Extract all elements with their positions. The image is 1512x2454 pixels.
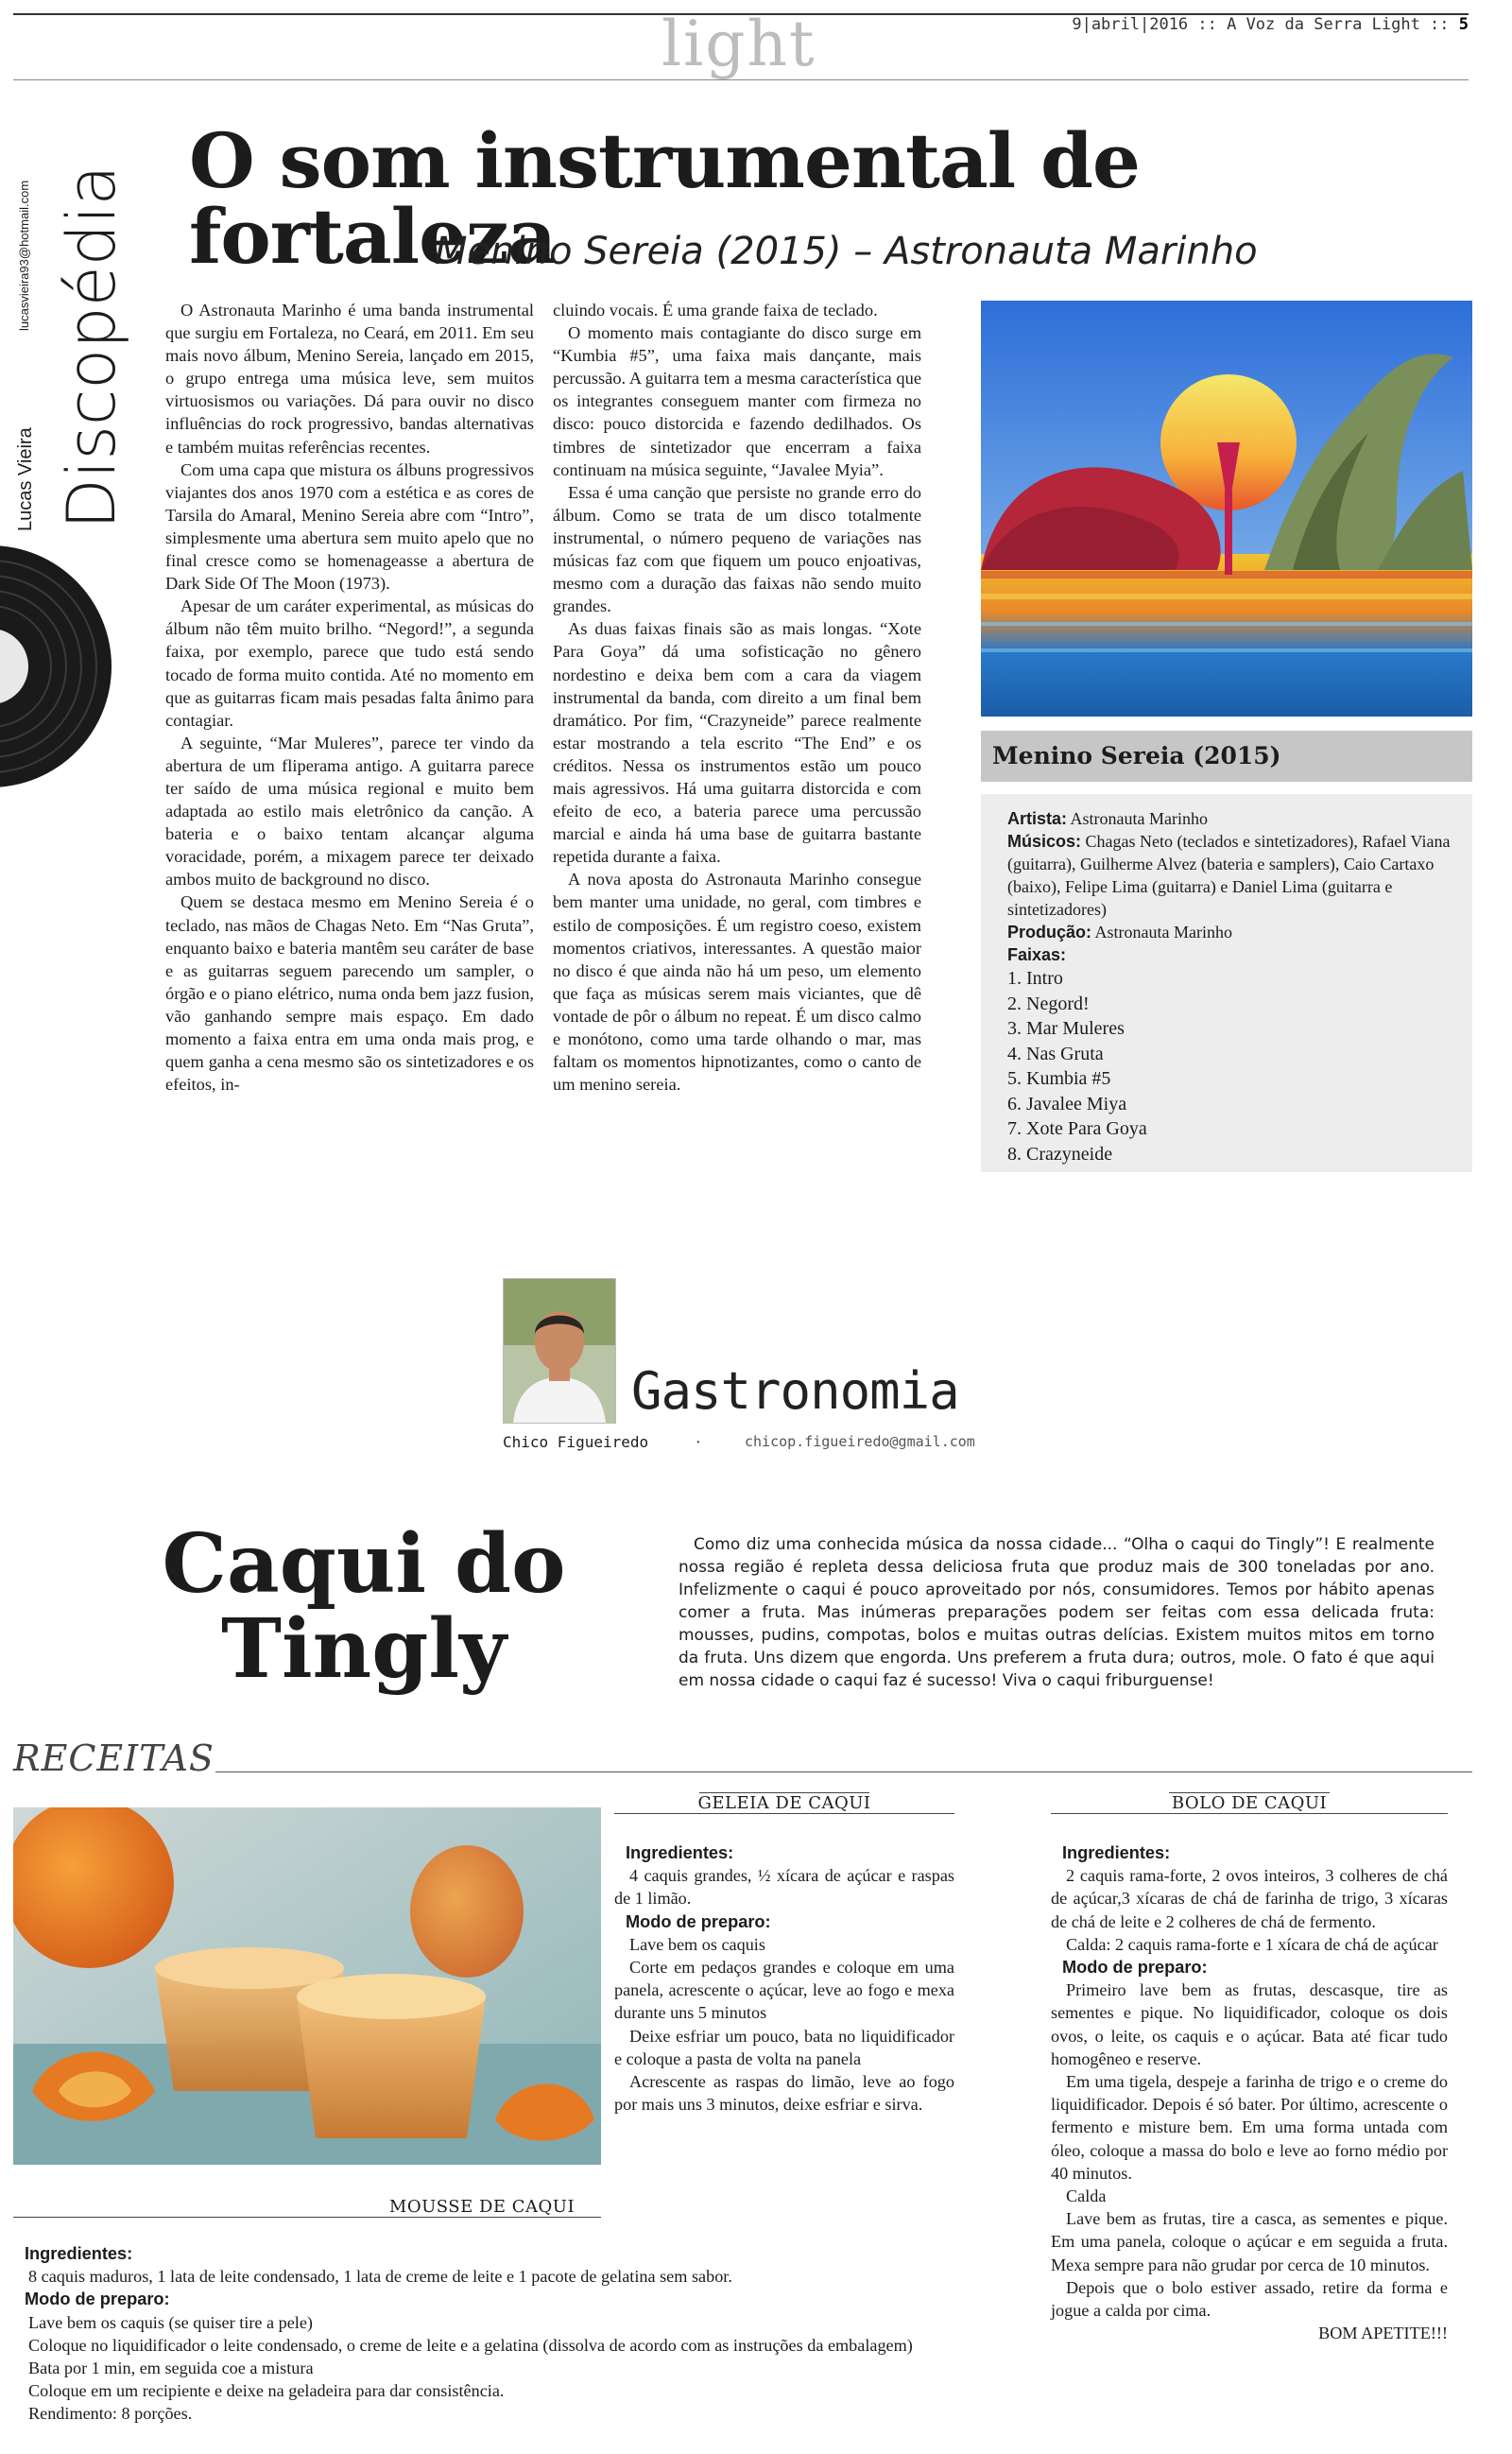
step: Bata por 1 min, em seguida coe a mistura <box>28 2359 314 2378</box>
recipe-bolo <box>1051 1841 1448 2344</box>
step: Coloque no liquidificador o leite condensado, o creme de leite e a gelatina (dissolva de acordo com as instruções da embalagem) <box>28 2335 913 2355</box>
production-label: Produção: <box>1007 923 1092 942</box>
feature-intro <box>679 1533 1435 1692</box>
feature-title <box>161 1516 567 1697</box>
step: Lave bem os caquis (se quiser tire a pele) <box>28 2312 313 2332</box>
paragraph: A nova aposta do Astronauta Marinho consegue bem manter uma unidade, no geral, com timbres e estilo de composições. É um registro coeso, existem momentos criativos, interessantes. A questão maior no disco é que ainda não há um peso, um elemento que faça as músicas serem mais viciantes, que dê vontade de pôr o álbum no repeat. É um disco calmo e monótono, como uma tarde olhando o mar, mas faltam os momentos hipnotizantes, como o canto de um menino sereia. <box>553 870 921 1095</box>
track-item: 3. Mar Muleres <box>1007 1018 1125 1039</box>
recipes-section-label: RECEITAS <box>13 1737 215 1779</box>
recipe-title-mousse <box>359 2197 605 2218</box>
recipes-section-rule <box>215 1771 1472 1772</box>
preparation-label: Modo de preparo: <box>25 2290 170 2309</box>
step: Coloque em um recipiente e deixe na geladeira para dar consistência. <box>28 2381 505 2401</box>
album-musicians <box>1007 830 1459 921</box>
columnist-name: Chico Figueiredo <box>503 1433 649 1451</box>
musicians-value: Chagas Neto (teclados e sintetizadores), Rafael Viana (guitarra), Guilherme Alvez (bateria e samplers), Caio Cartaxo (baixo), Felipe Lima (guitarra) e Daniel Lima (guitarra e sintetizadores) <box>1007 832 1451 919</box>
track-item: 4. Nas Gruta <box>1007 1043 1104 1064</box>
author-name: Lucas Vieira <box>15 427 36 531</box>
paragraph: A seguinte, “Mar Muleres”, parece ter vindo da abertura de um fliperama antigo. A guitarra parece ter saído de uma música regional e muito bem adaptada ao estilo mais eletrônico da canção. A bateria e o baixo tentam alcançar alguma voracidade, porém, a mixagem parece ter deixado ambos muito de background no disco. <box>165 733 534 890</box>
persimmon-jam-photo <box>13 1807 601 2165</box>
paragraph: Quem se destaca mesmo em Menino Sereia é o teclado, nas mãos de Chagas Neto. Em “Nas Gruta”, enquanto baixo e bateria mantêm seu caráter de base e as guitarras seguem parecendo um sampler, o órgão e o piano elétrico, numa onda bem jazz fusion, vão ganhando sempre mais espaço. Em dado momento a faixa entra em uma onda mais prog, e quem ganha a cena mesmo são os sintetizadores e os efeitos, in- <box>165 892 534 1095</box>
title-rule <box>13 2217 601 2218</box>
step: Lave bem os caquis <box>629 1934 765 1954</box>
preparation-label: Modo de preparo: <box>626 1911 771 1931</box>
column-name: Discopédia <box>53 164 130 529</box>
columnist-email: chicop.figueiredo@gmail.com <box>745 1433 975 1450</box>
track-item: 5. Kumbia #5 <box>1007 1068 1111 1089</box>
track-item: 7. Xote Para Goya <box>1007 1118 1147 1139</box>
recipe-geleia <box>614 1841 954 2116</box>
paragraph: Essa é uma canção que persiste no grande erro do álbum. Como se trata de um disco totalmente instrumental, o número pequeno de variações nas músicas faz com que fiquem um pouco enjoativas, mesmo com a duração das faixas não sendo muito grandes. <box>553 482 921 616</box>
track-item: 8. Crazyneide <box>1007 1143 1113 1165</box>
paragraph: O momento mais contagiante do disco surge em “Kumbia #5”, uma faixa mais dançante, mais percussão. A guitarra tem a mesma característica que os integrantes conseguem manter com firmeza no disco: pouco distorcida e fazendo dedilhados. Os timbres de sintetizador que encerram a faixa continuam na música seguinte, “Javalee Myia”. <box>553 323 921 479</box>
recipe-title-text: MOUSSE DE CAQUI <box>388 2197 576 2217</box>
paragraph: O Astronauta Marinho é uma banda instrumental que surgiu em Fortaleza, no Ceará, em 2011. Em seu mais novo álbum, Menino Sereia, lançado em 2015, o grupo entrega uma música leve, sem muitos virtuosismos ou variações. Dá para ouvir no disco influências do rock progressivo, bandas alternativas e também muitas referências recentes. <box>165 301 534 457</box>
step: Lave bem as frutas, tire a casca, as sementes e pique. Em uma panela, coloque o açúcar e em seguida a fruta. Mexa sempre para não grudar por cerca de 10 minutos. <box>1051 2209 1448 2274</box>
musicians-label: Músicos: <box>1007 832 1082 851</box>
artist-label: Artista: <box>1007 809 1068 828</box>
paragraph: As duas faixas finais são as mais longas. “Xote Para Goya” dá uma sofisticação no gênero nordestino e deixa bem com a cara da viagem instrumental da banda, com direito a um final bem dramático. Por fim, “Crazyneide” parece realmente estar mostrando a tela escrito “The End” e os créditos. Nessa os instrumentos estão um pouco mais agressivos. Há uma guitarra distorcida e com efeito de eco, a bateria parece uma percussão marcial e ainda há uma base de guitarra bastante repetida durante a faixa. <box>553 619 921 867</box>
paragraph: cluindo vocais. É uma grande faixa de teclado. <box>553 301 878 320</box>
feature-title-line: Tingly <box>221 1601 507 1697</box>
article-headline: O som instrumental de fortaleza <box>189 116 1140 281</box>
article-column-2 <box>553 299 921 1096</box>
step: Calda <box>1066 2186 1107 2206</box>
recipe-title-text: GELEIA DE CAQUI <box>697 1793 871 1813</box>
step: Deixe esfriar um pouco, bata no liquidificador e coloque a pasta de volta na panela <box>614 2026 954 2068</box>
article-column-1 <box>165 299 534 1096</box>
album-cover-image <box>981 301 1472 717</box>
album-info-box <box>981 794 1472 1172</box>
header-bottom-rule <box>13 79 1469 80</box>
track-item: 1. Intro <box>1007 968 1063 989</box>
ingredients-label: Ingredientes: <box>626 1843 734 1862</box>
vinyl-record-icon <box>0 544 113 789</box>
date-line: 9|abril|2016 :: A Voz da Serra Light :: <box>1072 15 1459 34</box>
album-info-title: Menino Sereia (2015) <box>981 731 1472 782</box>
step: Acrescente as raspas do limão, leve ao fogo por mais uns 3 minutos, deixe esfriar e sirva. <box>614 2072 954 2115</box>
recipe-mousse <box>13 2242 953 2426</box>
feature-title-line: Caqui do <box>162 1516 566 1612</box>
artist-value: Astronauta Marinho <box>1067 809 1208 828</box>
title-rule <box>614 1813 954 1814</box>
recipe-title-geleia <box>614 1792 954 1814</box>
person-portrait-icon <box>504 1279 615 1423</box>
preparation-label: Modo de preparo: <box>1062 1958 1208 1978</box>
recipe-title-text: BOLO DE CAQUI <box>1171 1793 1328 1813</box>
title-rule <box>1051 1813 1448 1814</box>
step: Depois que o bolo estiver assado, retire da forma e jogue a calda por cima. <box>1051 2277 1448 2321</box>
closing-text: BOM APETITE!!! <box>1318 2324 1448 2343</box>
tracks-label: Faixas: <box>1007 945 1067 964</box>
article-subhead: Menino Sereia (2015) – Astronauta Marinho <box>435 230 1258 273</box>
section-title: light <box>662 8 816 80</box>
track-item: 2. Negord! <box>1007 993 1090 1014</box>
byline-separator: · <box>694 1433 703 1451</box>
ingredients-text: 4 caquis grandes, ½ xícara de açúcar e raspas de 1 limão. <box>614 1866 954 1909</box>
recipe-title-bolo <box>1051 1792 1448 1814</box>
step: Corte em pedaços grandes e coloque em uma panela, acrescente o açúcar, leve ao fogo e mexa durante uns 5 minutos <box>614 1958 954 2023</box>
paragraph: Como diz uma conhecida música da nossa cidade... “Olha o caqui do Tingly”! E realmente nossa região é repleta dessa deliciosa fruta que produz mais de 300 toneladas por ano. Infelizmente o caqui é pouco aproveitado por nós, consumidores. Temos por hábito apenas comer a fruta. Mas inúmeras preparações podem ser feitas com essa delicada fruta: mousses, pudins, compotas, bolos e muitas outras delícias. Existem muitos mitos em torno da fruta. Uns dizem que engorda. Uns preferem a fruta dura; outros, mole. O fato é que aqui em nossa cidade o caqui faz é sucesso! Viva o caqui friburguense! <box>679 1535 1435 1690</box>
ingredients-label: Ingredientes: <box>1062 1843 1171 1862</box>
paragraph: Com uma capa que mistura os álbuns progressivos viajantes dos anos 1970 com a estética e as cores de Tarsila do Amaral, Menino Sereia abre com “Intro”, simplesmente uma abertura sem muito apelo que no final cresce como se homenageasse a abertura de Dark Side Of The Moon (1973). <box>165 459 534 594</box>
album-production <box>1007 921 1459 943</box>
album-artist <box>1007 807 1459 830</box>
ingredients-text: 2 caquis rama-forte, 2 ovos inteiros, 3 colheres de chá de açúcar,3 xícaras de chá de farinha de trigo, 3 xícaras de chá de leite e 2 colheres de chá de fermento. <box>1051 1866 1448 1931</box>
step: Primeiro lave bem as frutas, descasque, tire as sementes e pique. No liquidificador, coloque os dois ovos, o leite, os caquis e o açúcar. Bata até ficar tudo homogêneo e reserve. <box>1051 1980 1448 2068</box>
columnist-photo <box>503 1278 616 1424</box>
step: Em uma tigela, despeje a farinha de trigo e o creme do liquidificador. Depois é só bater. Por último, acrescente o fermento e misture bem. Em uma forma untada com óleo, coloque a massa do bolo e leve ao forno médio por 40 minutos. <box>1051 2072 1448 2183</box>
page-number: 5 <box>1458 15 1469 34</box>
page-folio <box>1072 15 1469 34</box>
author-email: lucasvieira93@hotmail.com <box>17 180 31 331</box>
production-value: Astronauta Marinho <box>1091 923 1232 942</box>
ingredients-text: 8 caquis maduros, 1 lata de leite condensado, 1 lata de creme de leite e 1 pacote de gelatina sem sabor. <box>28 2267 732 2287</box>
paragraph: Apesar de um caráter experimental, as músicas do álbum não têm muito brilho. “Negord!”, a segunda faixa, por exemplo, parece que tudo está sendo tocado de forma muito contida. Até no momento em que as guitarras ficam mais pesadas falta ânimo para contagiar. <box>165 596 534 730</box>
calda-ingredients: Calda: 2 caquis rama-forte e 1 xícara de chá de açúcar <box>1066 1934 1438 1954</box>
column-title: Gastronomia <box>631 1361 959 1421</box>
track-item: 6. Javalee Miya <box>1007 1093 1127 1115</box>
step: Rendimento: 8 porções. <box>28 2404 193 2424</box>
ingredients-label: Ingredientes: <box>25 2244 133 2263</box>
